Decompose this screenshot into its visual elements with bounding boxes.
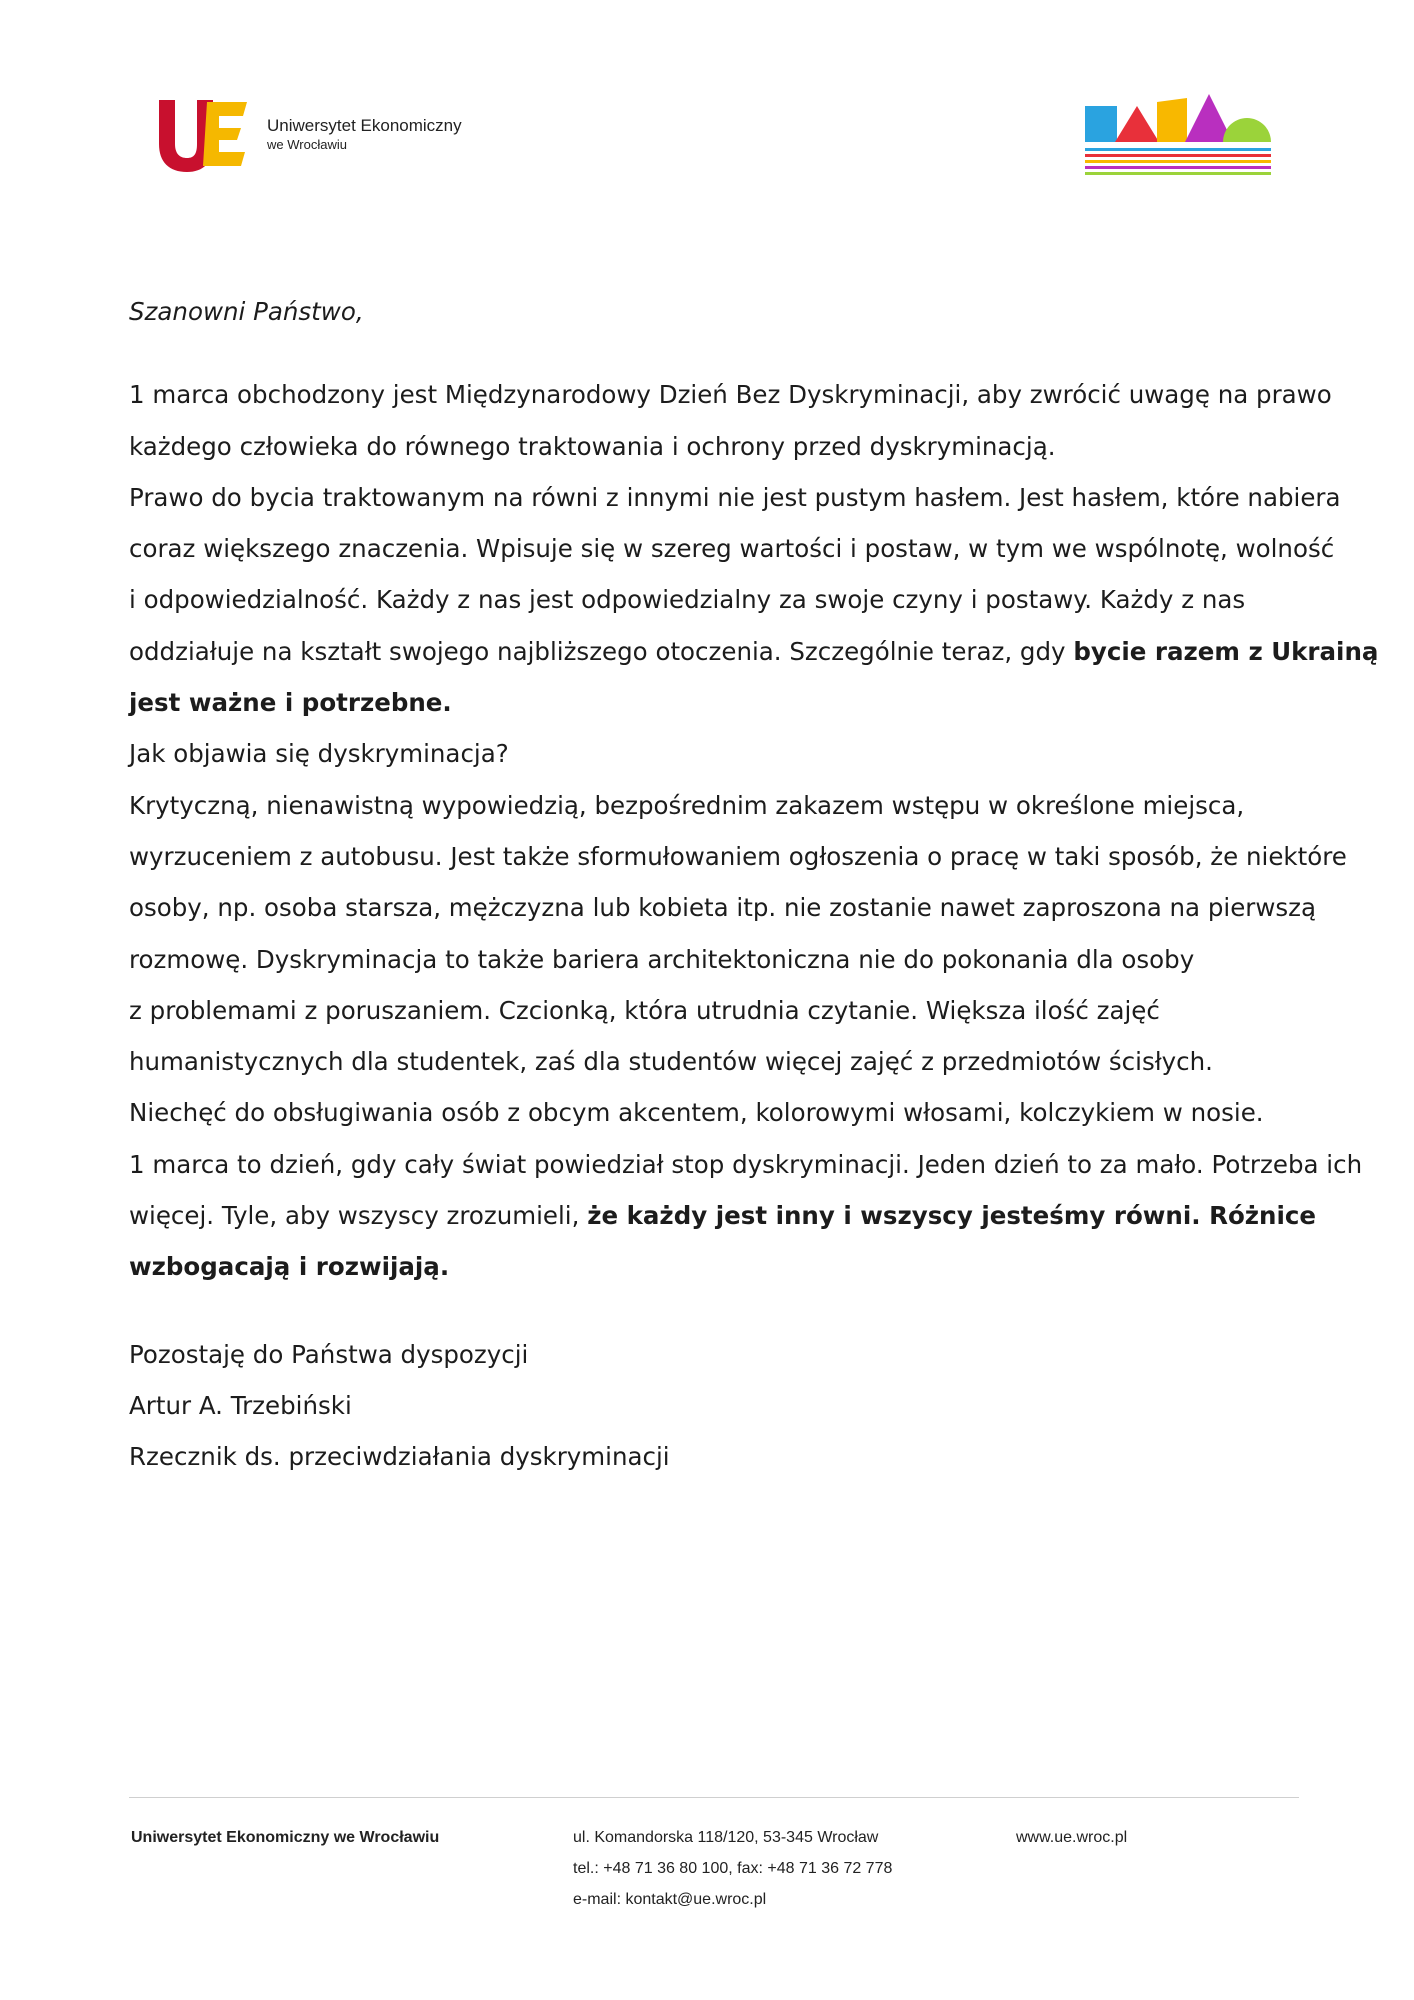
letter-line <box>129 985 1309 1036</box>
letter-line-emphasis: bycie razem z Ukrainą <box>1073 636 1379 666</box>
logo-university-city: we Wrocławiu <box>267 136 347 152</box>
letter-line <box>129 626 1379 677</box>
letter-line-text: osoby, np. osoba starsza, mężczyzna lub kobieta itp. nie zostanie nawet zaproszona na pierwszą <box>129 893 1317 923</box>
letter-line-text: humanistycznych dla studentek, zaś dla studentów więcej zajęć z przedmiotów ścisłych. <box>129 1047 1213 1077</box>
letter-salutation: Szanowni Państwo, <box>129 297 364 326</box>
letter-line-text: oddziałuje na kształt swojego najbliższego otoczenia. Szczególnie teraz, gdy <box>129 636 1074 666</box>
letter-line <box>129 677 1309 728</box>
letter-line <box>129 574 1309 625</box>
letter-line <box>129 831 1347 882</box>
letter-line-text: wyrzuceniem z autobusu. Jest także sformułowaniem ogłoszenia o pracę w taki sposób, że niektóre <box>129 841 1347 871</box>
letter-paragraphs <box>129 369 1379 1292</box>
letter-line-text: Prawo do bycia traktowanym na równi z innymi nie jest pustym hasłem. Jest hasłem, które nabiera <box>129 482 1341 512</box>
letter-line-text: i odpowiedzialność. Każdy z nas jest odpowiedzialny za swoje czyny i postawy. Każdy z nas <box>129 585 1246 615</box>
letter-line-text: rozmowę. Dyskryminacja to także bariera architektoniczna nie do pokonania dla osoby <box>129 944 1195 974</box>
letter-line <box>129 882 1317 933</box>
letter-line <box>129 728 1309 779</box>
letter-line-text: coraz większego znaczenia. Wpisuje się w szereg wartości i postaw, w tym we wspólnotę, wolność <box>129 534 1335 564</box>
letter-line-text: każdego człowieka do równego traktowania i ochrony przed dyskryminacją. <box>129 431 1056 461</box>
letter-line <box>129 1087 1309 1138</box>
letter-line-emphasis: że każdy jest inny i wszyscy jesteśmy równi. Różnice <box>587 1201 1317 1231</box>
footer-website-link[interactable]: www.ue.wroc.pl <box>1016 1829 1128 1846</box>
footer-contact <box>573 1822 892 1915</box>
footer-phone: tel.: +48 71 36 80 100, fax: +48 71 36 72 778 <box>573 1860 893 1877</box>
letter-line-text: 1 marca to dzień, gdy cały świat powiedział stop dyskryminacji. Jeden dzień to za mało. Potrzeba ich <box>129 1149 1363 1179</box>
equality-shapes-logo-icon <box>1085 92 1271 182</box>
letter-line-text: Niechęć do obsługiwania osób z obcym akcentem, kolorowymi włosami, kolczykiem w nosie. <box>129 1098 1264 1128</box>
letter-line <box>129 1139 1363 1190</box>
footer-email: e-mail: kontakt@ue.wroc.pl <box>573 1891 767 1908</box>
footer-university-name: Uniwersytet Ekonomiczny we Wrocławiu <box>131 1829 440 1846</box>
letter-line <box>129 369 1332 420</box>
letter-line-emphasis: wzbogacają i rozwijają. <box>129 1252 450 1282</box>
letter-line-text: Jak objawia się dyskryminacja? <box>129 739 509 769</box>
signature-title: Rzecznik ds. przeciwdziałania dyskryminacji <box>129 1442 670 1471</box>
logo-university-name: Uniwersytet Ekonomiczny <box>267 116 462 136</box>
letter-line-text: 1 marca obchodzony jest Międzynarodowy Dzień Bez Dyskryminacji, aby zwrócić uwagę na prawo <box>129 380 1332 410</box>
letter-line-text: Krytyczną, nienawistną wypowiedzią, bezpośrednim zakazem wstępu w określone miejsca, <box>129 790 1245 820</box>
letter-body <box>129 286 1379 1293</box>
letter-line <box>129 780 1309 831</box>
footer-address: ul. Komandorska 118/120, 53-345 Wrocław <box>573 1829 879 1846</box>
letter-line <box>129 1190 1317 1241</box>
letter-line <box>129 934 1309 985</box>
footer-divider <box>129 1797 1299 1798</box>
letter-line-text: z problemami z poruszaniem. Czcionką, która utrudnia czytanie. Większa ilość zajęć <box>129 995 1160 1025</box>
ue-logo-icon <box>155 94 249 174</box>
letter-line-emphasis: jest ważne i potrzebne. <box>129 688 452 718</box>
letter-closing <box>129 1329 670 1482</box>
closing-phrase: Pozostaję do Państwa dyspozycji <box>129 1340 529 1369</box>
letter-line-text: więcej. Tyle, aby wszyscy zrozumieli, <box>129 1201 588 1231</box>
letter-line <box>129 523 1335 574</box>
signature-name: Artur A. Trzebiński <box>129 1391 352 1420</box>
letter-line <box>129 1241 1309 1292</box>
university-logo <box>155 94 462 174</box>
letter-line <box>129 421 1309 472</box>
letter-line <box>129 472 1341 523</box>
letter-line <box>129 1036 1309 1087</box>
